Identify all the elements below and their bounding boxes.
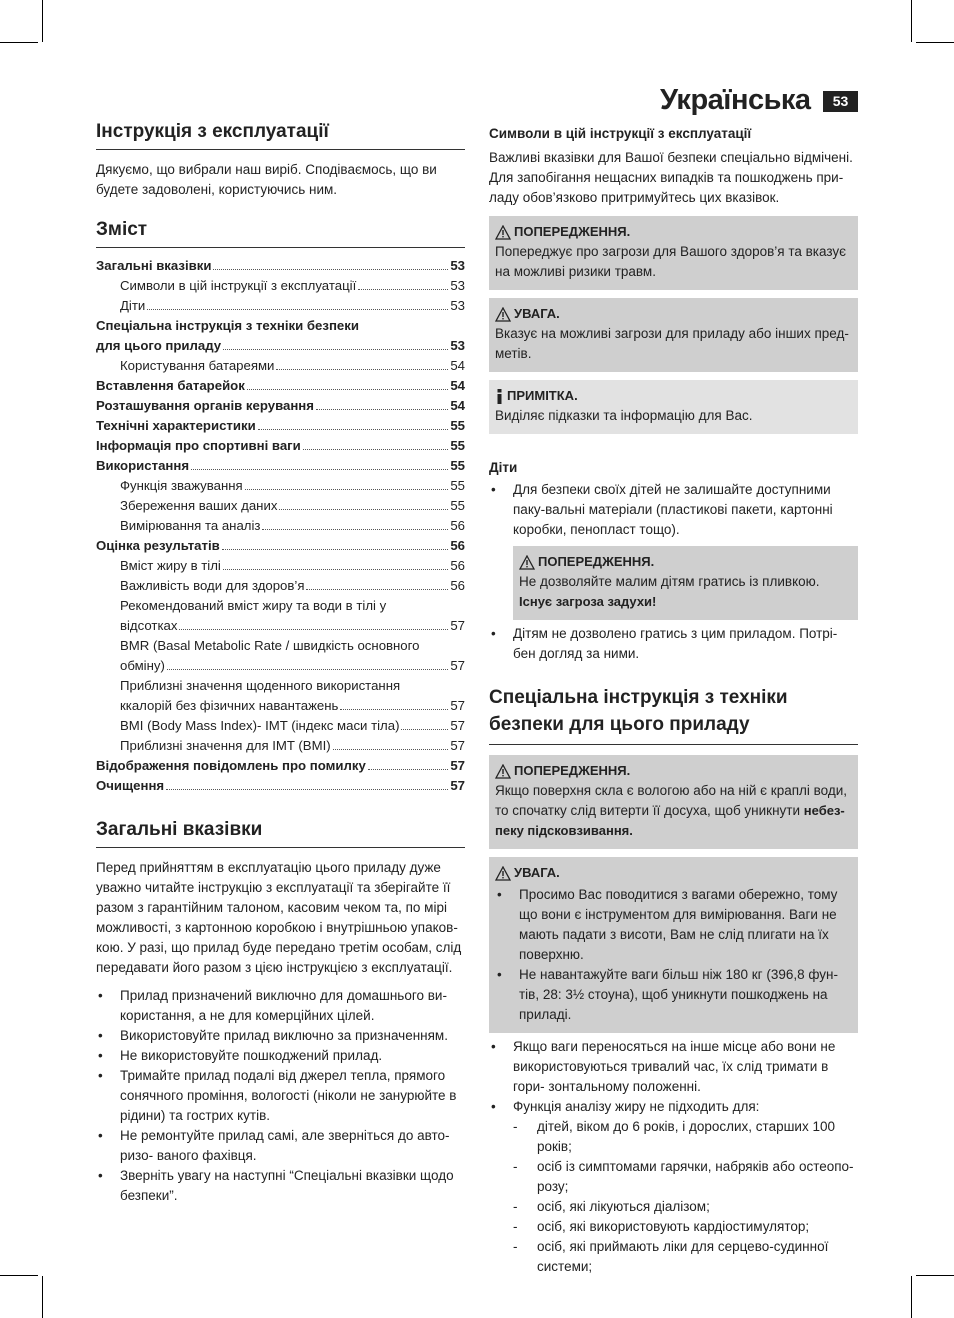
caution-label: УВАГА. — [514, 306, 560, 321]
toc-page-number: 57 — [450, 618, 465, 633]
note-text: Виділяє підказки та інформацію для Вас. — [495, 408, 753, 423]
toc-entry-title: Приблизні значення для IMT (BMI) — [120, 738, 331, 753]
caution-triangle-icon — [495, 307, 511, 322]
special-safety-heading: Спеціальна інструкція з техніки безпеки для цього приладу — [489, 684, 858, 745]
toc-entry — [96, 696, 465, 716]
warning-triangle-icon — [495, 764, 511, 779]
intro-text: Дякуємо, що вибрали наш виріб. Сподіваємось, що ви будете задоволені, користуючись ним. — [96, 162, 437, 197]
general-bullet-list — [96, 986, 465, 1206]
toc-entry-title: Вставлення батарейок — [96, 378, 245, 393]
toc-page-number: 55 — [450, 438, 465, 453]
toc-entry — [96, 276, 465, 296]
special-warning-text: Якщо поверхня скла є вологою або на ній є краплі води, то спочатку слід витерти її досуха, щоб уникнути — [495, 783, 848, 818]
toc-entry — [96, 316, 465, 336]
toc-entry-title: BMI (Body Mass Index)- IMT (індекс маси тіла) — [120, 718, 400, 733]
toc-leader-dots — [191, 469, 448, 470]
warning-triangle-icon — [519, 555, 535, 570]
info-icon — [495, 389, 504, 404]
toc-entry — [96, 736, 465, 756]
special-warning-box — [489, 755, 858, 849]
toc-entry-title: Оцінка результатів — [96, 538, 220, 553]
toc-leader-dots — [223, 349, 448, 350]
toc-page-number: 55 — [450, 478, 465, 493]
dash-item: - осіб, які використовують кардіостимулятор; — [513, 1217, 858, 1237]
toc-leader-dots — [258, 429, 449, 430]
toc-entry-title: Вміст жиру в тілі — [120, 558, 221, 573]
toc-entry — [96, 756, 465, 776]
crop-mark — [916, 1275, 954, 1276]
toc-entry-title: відсотках — [120, 618, 178, 633]
toc-entry — [96, 476, 465, 496]
children-warning-text: Не дозволяйте малим дітям гратись із пливкою. — [519, 574, 820, 589]
crop-mark — [42, 0, 43, 42]
toc-page-number: 53 — [450, 298, 465, 313]
dash-item: - осіб, які приймають ліки для серцево-судинної системи; — [513, 1237, 858, 1277]
toc-leader-dots — [147, 309, 448, 310]
toc-entry — [96, 596, 465, 616]
children-heading: Діти — [489, 460, 518, 475]
toc-entry — [96, 616, 465, 636]
toc-entry — [96, 376, 465, 396]
toc-leader-dots — [340, 709, 448, 710]
toc-entry-title: для цього приладу — [96, 338, 222, 353]
toc-entry — [96, 716, 465, 736]
toc-entry-title: Розташування органів керування — [96, 398, 314, 413]
toc-entry-title: Технічні характеристики — [96, 418, 256, 433]
toc-leader-dots — [222, 549, 449, 550]
toc-page-number: 57 — [450, 698, 465, 713]
dash-item: - осіб, які лікуються діалізом; — [513, 1197, 858, 1217]
toc-page-number: 53 — [450, 258, 465, 273]
warning-box — [489, 216, 858, 290]
toc-page-number: 54 — [450, 398, 465, 413]
toc-entry-title: BMR (Basal Metabolic Rate / швидкість основного — [120, 638, 420, 653]
warning-label: ПОПЕРЕДЖЕННЯ. — [514, 224, 631, 239]
toc-entry-title: Очищення — [96, 778, 165, 793]
toc-page-number: 53 — [450, 338, 465, 353]
fat-dash-list — [513, 1117, 858, 1277]
toc-entry — [96, 556, 465, 576]
toc-entry-title: обміну) — [120, 658, 165, 673]
manual-heading: Інструкція з експлуатації — [96, 120, 465, 150]
general-heading: Загальні вказівки — [96, 818, 465, 848]
toc-leader-dots — [276, 369, 448, 370]
toc-entry-title: ккалорій без фізичних навантажень — [120, 698, 339, 713]
toc-page-number: 56 — [450, 578, 465, 593]
toc-entry — [96, 336, 465, 356]
children-warning-box — [513, 546, 858, 620]
dash-item: - осіб із симптомами гарячки, набряків або остеопо- розу; — [513, 1157, 858, 1197]
toc-entry — [96, 456, 465, 476]
toc-page-number: 53 — [450, 278, 465, 293]
list-item: • Використовуйте прилад виключно за призначенням. — [96, 1026, 465, 1046]
list-item: • Зверніть увагу на наступні “Спеціальні вказівки щодо безпеки”. — [96, 1166, 465, 1206]
toc-page-number: 57 — [450, 758, 465, 773]
right-column — [489, 120, 858, 1277]
special-warning-emphasis: небез- пеку підсковзивання. — [495, 803, 845, 838]
toc-entry-title: Символи в цій інструкції з експлуатації — [120, 278, 357, 293]
toc-leader-dots — [279, 509, 448, 510]
toc-entry — [96, 516, 465, 536]
list-item: • Якщо ваги переносяться на інше місце або вони не використовуються тривалий час, їх слід тримати в гори- зонтальному положенні. — [489, 1037, 858, 1097]
toc-page-number: 57 — [450, 718, 465, 733]
toc-page-number: 55 — [450, 418, 465, 433]
toc-leader-dots — [223, 569, 448, 570]
toc-entry-title: Відображення повідомлень про помилку — [96, 758, 366, 773]
page-number-badge: 53 — [823, 91, 858, 112]
toc-entry-title: Важливість води для здоров’я — [120, 578, 305, 593]
toc-page-number: 55 — [450, 498, 465, 513]
crop-mark — [0, 42, 38, 43]
left-column — [96, 120, 465, 1206]
caution-bullet-list — [495, 885, 852, 1025]
toc-leader-dots — [247, 389, 448, 390]
toc-entry — [96, 636, 465, 656]
note-label: ПРИМІТКА. — [507, 388, 578, 403]
list-item: • Не використовуйте пошкоджений прилад. — [96, 1046, 465, 1066]
list-item: • Тримайте прилад подалі від джерел тепла, прямого сонячного проміння, вологості (ніколи не занурюйте в рідини) та гострих кутів. — [96, 1066, 465, 1126]
crop-mark — [0, 1275, 38, 1276]
toc-page-number: 56 — [450, 518, 465, 533]
caution-label: УВАГА. — [514, 865, 560, 880]
special-caution-box — [489, 857, 858, 1033]
toc-entry — [96, 356, 465, 376]
symbols-heading: Символи в цій інструкції з експлуатації — [489, 126, 752, 141]
toc-leader-dots — [167, 669, 448, 670]
toc-page-number: 57 — [450, 778, 465, 793]
toc-entry — [96, 536, 465, 556]
caution-triangle-icon — [495, 866, 511, 881]
page-language-title: Українська — [660, 84, 811, 116]
list-item: • Прилад призначений виключно для домашнього ви- користання, а не для комерційних цілей. — [96, 986, 465, 1026]
general-text: Перед прийняттям в експлуатацію цього приладу дуже уважно читайте інструкцію з експлуатації та зберігайте її разом з гарантійним талоном, касовим чеком та, по мірі можливості, з картонною коробкою і внутрішньою упаков- кою. У разі, що прилад буде передано третім особам, слід передавати його разом з цією інструкцією з експлуатації. — [96, 860, 462, 975]
toc-entry-title: Приблизні значення щоденного використання — [120, 678, 401, 693]
toc-entry-title: Функція зважування — [120, 478, 243, 493]
toc-leader-dots — [316, 409, 448, 410]
symbols-text: Важливі вказівки для Вашої безпеки спеціально відмічені. Для запобігання нещасних випадків та пошкоджень при- ладу обов’язково притримуйтесь цих вказівок. — [489, 150, 853, 205]
toc-entry — [96, 776, 465, 796]
toc-leader-dots — [333, 749, 449, 750]
children-bullets-2 — [489, 624, 858, 664]
toc-leader-dots — [358, 289, 448, 290]
list-item: • Для безпеки своїх дітей не залишайте доступними паку-вальні матеріали (пластикові пакети, картонні коробки, пенопласт тощо). — [489, 480, 858, 540]
toc-entry-title: Загальні вказівки — [96, 258, 212, 273]
table-of-contents — [96, 256, 465, 796]
toc-leader-dots — [262, 529, 448, 530]
crop-mark — [911, 1276, 912, 1318]
toc-leader-dots — [303, 449, 449, 450]
toc-entry-title: Вимірювання та аналіз — [120, 518, 261, 533]
toc-leader-dots — [368, 769, 449, 770]
warning-label: ПОПЕРЕДЖЕННЯ. — [538, 554, 655, 569]
crop-mark — [911, 0, 912, 42]
fat-bullet-text: Функція аналізу жиру не підходить для: — [513, 1099, 760, 1114]
caution-box — [489, 298, 858, 372]
toc-entry — [96, 256, 465, 276]
children-bullets-1 — [489, 480, 858, 540]
toc-entry-title: Збереження ваших даних — [120, 498, 278, 513]
toc-page-number: 54 — [450, 378, 465, 393]
toc-entry-title: Спеціальна інструкція з техніки безпеки — [96, 318, 359, 333]
toc-leader-dots — [306, 589, 448, 590]
toc-entry — [96, 496, 465, 516]
toc-page-number: 56 — [450, 538, 465, 553]
toc-entry — [96, 676, 465, 696]
toc-entry — [96, 416, 465, 436]
toc-leader-dots — [213, 269, 448, 270]
toc-entry-title: Користування батареями — [120, 358, 275, 373]
toc-entry-title: Інформація про спортивні ваги — [96, 438, 301, 453]
list-item: • Дітям не дозволено гратись з цим приладом. Потрі- бен догляд за ними. — [489, 624, 858, 664]
toc-page-number: 55 — [450, 458, 465, 473]
list-item: • Не навантажуйте ваги більш ніж 180 кг (396,8 фун- тів, 28: 3½ стоуна), щоб уникнути пошкоджень на приладі. — [495, 965, 852, 1025]
list-item — [489, 1097, 858, 1277]
warning-label: ПОПЕРЕДЖЕННЯ. — [514, 763, 631, 778]
toc-entry — [96, 436, 465, 456]
toc-leader-dots — [401, 729, 448, 730]
list-item: • Просимо Вас поводитися з вагами обережно, тому що вони є інструментом для вимірювання. Ваги не мають падати з висоти, Вам не слід плигати на їх поверхню. — [495, 885, 852, 965]
special-bullet-list — [489, 1037, 858, 1277]
warning-text: Попереджує про загрози для Вашого здоров’я та вказує на можливі ризики травм. — [495, 244, 847, 279]
toc-entry — [96, 576, 465, 596]
crop-mark — [916, 42, 954, 43]
warning-triangle-icon — [495, 225, 511, 240]
toc-heading: Зміст — [96, 218, 465, 248]
toc-page-number: 54 — [450, 358, 465, 373]
children-warning-emphasis: Існує загроза задухи! — [519, 594, 657, 609]
toc-entry-title: Рекомендований вміст жиру та води в тілі у — [120, 598, 387, 613]
crop-mark — [42, 1276, 43, 1318]
toc-leader-dots — [245, 489, 449, 490]
toc-entry — [96, 296, 465, 316]
toc-entry-title: Використання — [96, 458, 190, 473]
toc-entry-title: Діти — [120, 298, 146, 313]
list-item: • Не ремонтуйте прилад самі, але зверніться до авто- ризо- ваного фахівця. — [96, 1126, 465, 1166]
toc-entry — [96, 396, 465, 416]
dash-item: - дітей, віком до 6 років, і дорослих, старших 100 років; — [513, 1117, 858, 1157]
toc-page-number: 56 — [450, 558, 465, 573]
toc-page-number: 57 — [450, 738, 465, 753]
note-box — [489, 380, 858, 434]
toc-entry — [96, 656, 465, 676]
toc-leader-dots — [179, 629, 448, 630]
toc-leader-dots — [166, 789, 448, 790]
toc-page-number: 57 — [450, 658, 465, 673]
caution-text: Вказує на можливі загрози для приладу або інших пред- метів. — [495, 326, 849, 361]
